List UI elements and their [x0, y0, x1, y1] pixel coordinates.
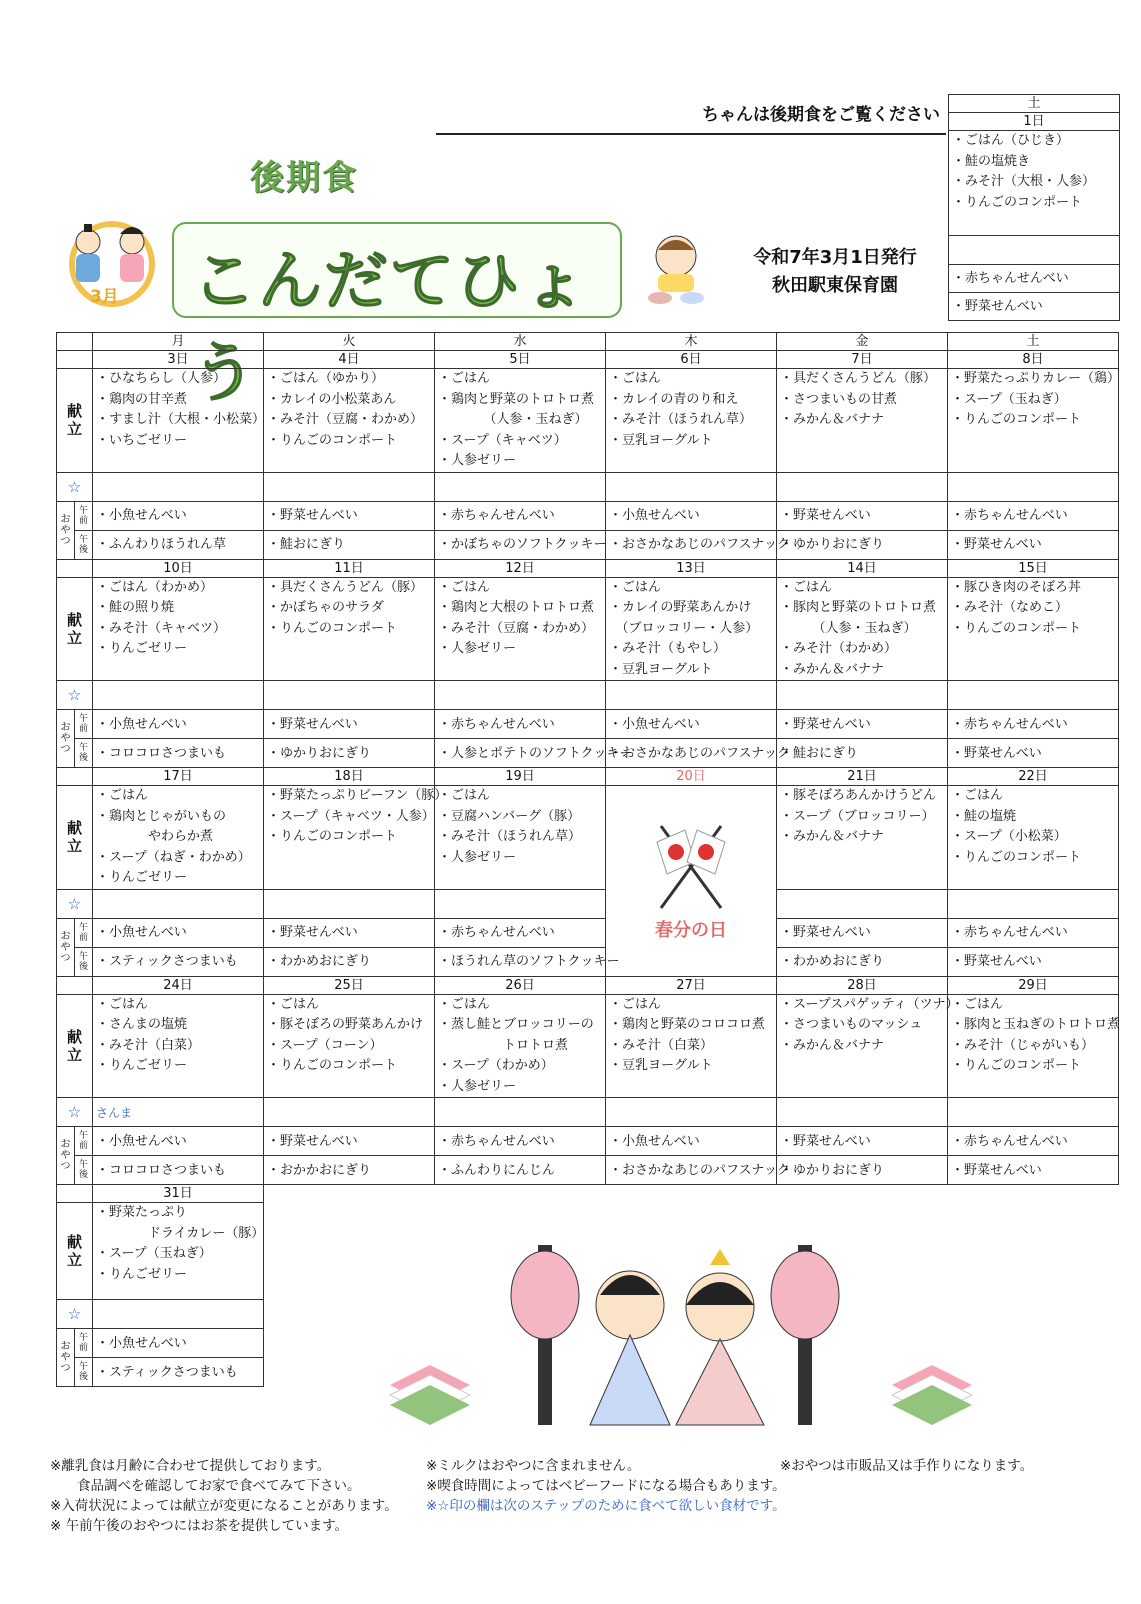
star-row [57, 472, 1119, 501]
star-cell [606, 1098, 777, 1127]
menu-text: ・豚そぼろあんかけうどん ・スープ（ブロッコリー） ・みかん＆バナナ [780, 788, 937, 844]
pm-snack: ・おさかなあじのパフスナック [606, 739, 777, 768]
star-icon: ☆ [57, 1300, 93, 1329]
am-snack: ・赤ちゃんせんべい [948, 918, 1119, 947]
note-4: ※ 午前午後のおやつにはお茶を提供しています。 [50, 1518, 349, 1534]
menu-cell [435, 369, 606, 473]
menu-text: ・ごはん ・鶏肉と野菜のトロトロ煮 （人参・玉ねぎ） ・スープ（キャベツ） ・人参ゼリー [438, 371, 595, 468]
oyatsu-label: お や つ [57, 1329, 75, 1387]
date-header: 18日 [264, 768, 435, 786]
date-header: 4日 [264, 351, 435, 369]
date-header: 24日 [93, 976, 264, 994]
am-snack: ・赤ちゃんせんべい [949, 265, 1120, 293]
menu-row [57, 369, 1119, 473]
pm-snack: ・ほうれん草のソフトクッキー [435, 947, 606, 976]
issue-info [730, 244, 940, 300]
weekday-header: 木 [606, 333, 777, 351]
star-cell [606, 681, 777, 710]
main-title: こんだてひょう [192, 245, 588, 411]
menu-row [57, 994, 1119, 1098]
star-icon: ☆ [57, 889, 93, 918]
menu-cell [93, 577, 264, 681]
nursery-name: 秋田駅東保育園 [772, 275, 898, 296]
star-cell [435, 889, 606, 918]
date-header: 3日 [93, 351, 264, 369]
date-label-cell [57, 559, 93, 577]
menu-text: ・ごはん ・豚肉と玉ねぎのトロトロ煮 ・みそ汁（じゃがいも） ・りんごのコンポート [951, 996, 1121, 1073]
date-label-cell [57, 768, 93, 786]
date-row [57, 976, 1119, 994]
am-snack: ・小魚せんべい [93, 918, 264, 947]
date-label-cell [57, 351, 93, 369]
note-2: 食品調べを確認してお家で食べてみて下さい。 [50, 1478, 361, 1494]
gozen-label: 午 前 [75, 918, 93, 947]
kondate-label: 献 立 [57, 1203, 93, 1300]
weekday-header: 火 [264, 333, 435, 351]
holiday-cell [606, 786, 777, 977]
star-icon: ☆ [57, 472, 93, 501]
date-label-cell [57, 1185, 93, 1203]
am-snack: ・野菜せんべい [777, 501, 948, 530]
am-snack: ・小魚せんべい [606, 1127, 777, 1156]
menu-cell [93, 1203, 264, 1300]
pm-snack: ・人参とポテトのソフトクッキー [435, 739, 606, 768]
star-cell [949, 236, 1120, 265]
am-snack: ・赤ちゃんせんべい [948, 710, 1119, 739]
kondate-label: 献 立 [57, 369, 93, 473]
star-cell [93, 1098, 264, 1127]
pm-snack: ・野菜せんべい [948, 947, 1119, 976]
menu-cell [93, 994, 264, 1098]
pm-snack: ・コロコロさつまいも [93, 739, 264, 768]
date-row [57, 351, 1119, 369]
am-snack: ・野菜せんべい [777, 918, 948, 947]
am-snack: ・赤ちゃんせんべい [435, 1127, 606, 1156]
am-snack: ・赤ちゃんせんべい [435, 501, 606, 530]
menu-text: ・ひなちらし（人参） ・鶏肉の甘辛煮 ・すまし汁（大根・小松菜） ・いちごゼリー [96, 371, 266, 448]
menu-text: ・野菜たっぷりビーフン（豚） ・スープ（キャベツ・人参） ・りんごのコンポート [267, 788, 448, 844]
am-snack: ・小魚せんべい [606, 710, 777, 739]
menu-cell [606, 994, 777, 1098]
gogo-label: 午 後 [75, 530, 93, 559]
pm-snack: ・野菜せんべい [948, 739, 1119, 768]
star-icon: ☆ [57, 681, 93, 710]
lantern-left-icon [511, 1245, 579, 1425]
holiday-name: 春分の日 [655, 919, 727, 941]
menu-grid [56, 332, 1119, 1387]
menu-text: ・ごはん ・さんまの塩焼 ・みそ汁（白菜） ・りんごゼリー [96, 996, 201, 1073]
pm-snack: ・おさかなあじのパフスナック [606, 1156, 777, 1185]
menu-cell [93, 786, 264, 890]
star-cell [264, 472, 435, 501]
date-header: 22日 [948, 768, 1119, 786]
lantern-right-icon [771, 1245, 839, 1425]
weekday-header: 土 [948, 333, 1119, 351]
date-header: 15日 [948, 559, 1119, 577]
pm-snack-row [57, 947, 1119, 976]
star-cell [93, 889, 264, 918]
star-cell [435, 472, 606, 501]
star-cell [948, 681, 1119, 710]
menu-text: ・具だくさんうどん（豚） ・さつまいもの甘煮 ・みかん＆バナナ [780, 371, 937, 427]
menu-cell [777, 786, 948, 890]
pm-snack: ・ふんわりほうれん草 [93, 530, 264, 559]
menu-cell [606, 369, 777, 473]
date-row [57, 1185, 1119, 1203]
pm-snack: ・コロコロさつまいも [93, 1156, 264, 1185]
am-snack: ・野菜せんべい [777, 710, 948, 739]
kondate-label: 献 立 [57, 994, 93, 1098]
menu-text: ・ごはん ・カレイの青のり和え ・みそ汁（ほうれん草） ・豆乳ヨーグルト [609, 371, 753, 448]
menu-text: ・スープスパゲッティ（ツナ） ・さつまいものマッシュ ・みかん＆バナナ [780, 996, 959, 1053]
pm-snack: ・鮭おにぎり [777, 739, 948, 768]
notice-underline [436, 133, 946, 135]
pm-snack-row [57, 739, 1119, 768]
pm-snack: ・わかめおにぎり [264, 947, 435, 976]
am-snack: ・小魚せんべい [606, 501, 777, 530]
star-cell [435, 681, 606, 710]
pm-snack: ・野菜せんべい [948, 530, 1119, 559]
menu-text: ・ごはん ・鶏肉とじゃがいもの やわらか煮 ・スープ（ねぎ・わかめ） ・りんごゼリー [96, 788, 251, 885]
am-snack-row [57, 710, 1119, 739]
pm-snack: ・おさかなあじのパフスナック [606, 530, 777, 559]
pm-snack: ・野菜せんべい [948, 1156, 1119, 1185]
notice-text: ちゃんは後期食をご覧ください [702, 105, 940, 125]
pm-snack: ・わかめおにぎり [777, 947, 948, 976]
pm-snack: ・ゆかりおにぎり [777, 530, 948, 559]
gozen-label: 午 前 [75, 710, 93, 739]
menu-text: ・ごはん（ゆかり） ・カレイの小松菜あん ・みそ汁（豆腐・わかめ） ・りんごのコンポート [267, 371, 424, 448]
menu-text: ・豚ひき肉のそぼろ丼 ・みそ汁（なめこ） ・りんごのコンポート [951, 579, 1082, 636]
date-header: 27日 [606, 976, 777, 994]
oyatsu-label: お や つ [57, 710, 75, 768]
issue-date: 令和7年3月1日発行 [753, 247, 917, 268]
date-header: 25日 [264, 976, 435, 994]
pm-snack: ・ふんわりにんじん [435, 1156, 606, 1185]
note-1: ※離乳食は月齢に合わせて提供しております。 [50, 1458, 331, 1474]
date-header: 12日 [435, 559, 606, 577]
gogo-label: 午 後 [75, 739, 93, 768]
star-cell [435, 1098, 606, 1127]
pm-snack: ・おかかおにぎり [264, 1156, 435, 1185]
date-header: 29日 [948, 976, 1119, 994]
weekday-row [57, 333, 1119, 351]
menu-cell [264, 994, 435, 1098]
odairi-sama-icon [590, 1271, 670, 1425]
menu-text: ・ごはん ・鶏肉と大根のトロトロ煮 ・みそ汁（豆腐・わかめ） ・人参ゼリー [438, 579, 595, 656]
menu-text: ・野菜たっぷり ドライカレー（豚） ・スープ（玉ねぎ） ・りんごゼリー [96, 1205, 265, 1282]
menu-text: ・ごはん ・鮭の塩焼 ・スープ（小松菜） ・りんごのコンポート [951, 788, 1082, 865]
menu-cell [777, 577, 948, 681]
menu-text: ・ごはん ・蒸し鮭とブロッコリーの トロトロ煮 ・スープ（わかめ） ・人参ゼリー [438, 996, 594, 1094]
gozen-label: 午 前 [75, 1329, 93, 1358]
oyatsu-label: お や つ [57, 1127, 75, 1185]
star-cell [264, 889, 435, 918]
am-snack: ・野菜せんべい [264, 501, 435, 530]
am-snack: ・小魚せんべい [93, 1329, 264, 1358]
menu-text: ・野菜たっぷりカレー（鶏） ・スープ（玉ねぎ） ・りんごのコンポート [951, 371, 1121, 427]
star-cell [93, 472, 264, 501]
menu-row [57, 786, 1119, 890]
menu-cell [264, 786, 448, 890]
kondate-label: 献 立 [57, 786, 93, 890]
menu-cell [949, 131, 1120, 236]
date-header: 8日 [948, 351, 1119, 369]
menu-cell [264, 577, 435, 681]
am-snack: ・小魚せんべい [93, 1127, 264, 1156]
am-snack: ・野菜せんべい [264, 710, 435, 739]
note-7: ※☆印の欄は次のステップのために食べて欲しい食材です。 [426, 1498, 786, 1514]
menu-cell [777, 369, 948, 473]
month-badge: 3月 [90, 287, 119, 307]
category-title: 後期食 [250, 158, 358, 198]
date-header: 13日 [606, 559, 777, 577]
star-cell [264, 681, 435, 710]
weekday-header: 土 [949, 95, 1120, 113]
menu-cell [435, 994, 606, 1098]
date-header: 26日 [435, 976, 606, 994]
corner-cell [57, 333, 93, 351]
menu-cell [606, 577, 777, 681]
menu-cell [264, 369, 435, 473]
pm-snack-row [57, 530, 1119, 559]
menu-cell [948, 786, 1119, 890]
am-snack: ・野菜せんべい [264, 1127, 435, 1156]
star-cell [948, 889, 1119, 918]
date-row [57, 768, 1119, 786]
date-header: 31日 [93, 1185, 264, 1203]
date-header: 10日 [93, 559, 264, 577]
hishimochi-right-icon [892, 1365, 972, 1425]
menu-text: ・ごはん ・鶏肉と野菜のコロコロ煮 ・みそ汁（白菜） ・豆乳ヨーグルト [609, 996, 766, 1073]
star-cell [93, 1300, 264, 1329]
menu-text: ・ごはん ・豆腐ハンバーグ（豚） ・みそ汁（ほうれん草） ・人参ゼリー [438, 788, 582, 865]
am-snack: ・野菜せんべい [264, 918, 435, 947]
oyatsu-label: お や つ [57, 501, 75, 559]
pm-snack: ・ゆかりおにぎり [777, 1156, 948, 1185]
menu-cell [777, 994, 959, 1098]
date-header: 14日 [777, 559, 948, 577]
am-snack: ・赤ちゃんせんべい [948, 1127, 1119, 1156]
menu-cell [435, 577, 606, 681]
pm-snack: ・鮭おにぎり [264, 530, 435, 559]
pm-snack: ・野菜せんべい [949, 293, 1120, 321]
note-8: ※おやつは市販品又は手作りになります。 [780, 1458, 1034, 1474]
menu-row [57, 577, 1119, 681]
star-cell [777, 681, 948, 710]
star-cell [948, 472, 1119, 501]
am-snack-row [57, 501, 1119, 530]
date-row [57, 559, 1119, 577]
menu-cell [948, 994, 1119, 1098]
menu-text: ・ごはん ・豚肉と野菜のトロトロ煮 （人参・玉ねぎ） ・みそ汁（わかめ） ・みかん＆バナナ [780, 579, 937, 677]
gozen-label: 午 前 [75, 1127, 93, 1156]
menu-text: ・ごはん ・カレイの野菜あんかけ （ブロッコリー・人参） ・みそ汁（もやし） ・豆乳ヨーグルト [609, 579, 759, 677]
date-label-cell [57, 976, 93, 994]
pm-snack: ・かぼちゃのソフトクッキー [435, 530, 606, 559]
menu-cell [93, 369, 264, 473]
star-row [57, 1098, 1119, 1127]
gozen-label: 午 前 [75, 501, 93, 530]
date-header: 5日 [435, 351, 606, 369]
hina-matsuri-illustration [380, 1235, 1000, 1431]
weekday-header: 水 [435, 333, 606, 351]
note-3: ※入荷状況によっては献立が変更になることがあります。 [50, 1498, 398, 1514]
star-cell [777, 889, 948, 918]
pm-snack-row [57, 1156, 1119, 1185]
star-row [57, 681, 1119, 710]
kondate-label: 献 立 [57, 577, 93, 681]
menu-cell [948, 577, 1119, 681]
am-snack: ・赤ちゃんせんべい [435, 710, 606, 739]
pm-snack: ・スティックさつまいも [93, 1358, 264, 1387]
pm-snack: ・スティックさつまいも [93, 947, 264, 976]
saturday-first-box [948, 94, 1120, 321]
oyatsu-label: お や つ [57, 918, 75, 976]
am-snack: ・赤ちゃんせんべい [948, 501, 1119, 530]
menu-text: ・ごはん（ひじき） ・鮭の塩焼き ・みそ汁（大根・人参） ・りんごのコンポート [952, 133, 1096, 210]
star-row [57, 889, 1119, 918]
date-header: 28日 [777, 976, 948, 994]
am-snack: ・小魚せんべい [93, 710, 264, 739]
date-header: 21日 [777, 768, 948, 786]
weekday-header: 月 [93, 333, 264, 351]
menu-text: ・ごはん（わかめ） ・鮭の照り焼 ・みそ汁（キャベツ） ・りんごゼリー [96, 579, 227, 656]
star-cell [606, 472, 777, 501]
hishimochi-left-icon [390, 1365, 470, 1425]
am-snack-row [57, 1127, 1119, 1156]
date-header: 6日 [606, 351, 777, 369]
ohina-sama-icon [676, 1249, 764, 1425]
japan-flags-icon [643, 820, 739, 912]
star-cell [264, 1098, 435, 1127]
am-snack-row [57, 918, 1119, 947]
gogo-label: 午 後 [75, 1156, 93, 1185]
menu-cell [948, 369, 1119, 473]
date-header: 11日 [264, 559, 435, 577]
star-icon: ☆ [57, 1098, 93, 1127]
pm-snack: ・ゆかりおにぎり [264, 739, 435, 768]
note-6: ※喫食時間によってはベビーフードになる場合もあります。 [426, 1478, 786, 1494]
star-food: さんま [96, 1105, 133, 1120]
date-header: 20日 [606, 768, 777, 786]
am-snack: ・赤ちゃんせんべい [435, 918, 606, 947]
am-snack: ・野菜せんべい [777, 1127, 948, 1156]
date-header: 7日 [777, 351, 948, 369]
star-cell [948, 1098, 1119, 1127]
date-header: 17日 [93, 768, 264, 786]
star-cell [93, 681, 264, 710]
gogo-label: 午 後 [75, 947, 93, 976]
date-header: 19日 [435, 768, 606, 786]
star-cell [777, 1098, 948, 1127]
menu-cell [435, 786, 606, 890]
am-snack: ・小魚せんべい [93, 501, 264, 530]
gogo-label: 午 後 [75, 1358, 93, 1387]
weekday-header: 金 [777, 333, 948, 351]
star-cell [777, 472, 948, 501]
date-header: 1日 [949, 113, 1120, 131]
menu-text: ・ごはん ・豚そぼろの野菜あんかけ ・スープ（コーン） ・りんごのコンポート [267, 996, 424, 1073]
menu-text: ・具だくさんうどん（豚） ・かぼちゃのサラダ ・りんごのコンポート [267, 579, 424, 636]
baby-eating-icon [636, 226, 720, 310]
note-5: ※ミルクはおやつに含まれません。 [426, 1458, 641, 1474]
